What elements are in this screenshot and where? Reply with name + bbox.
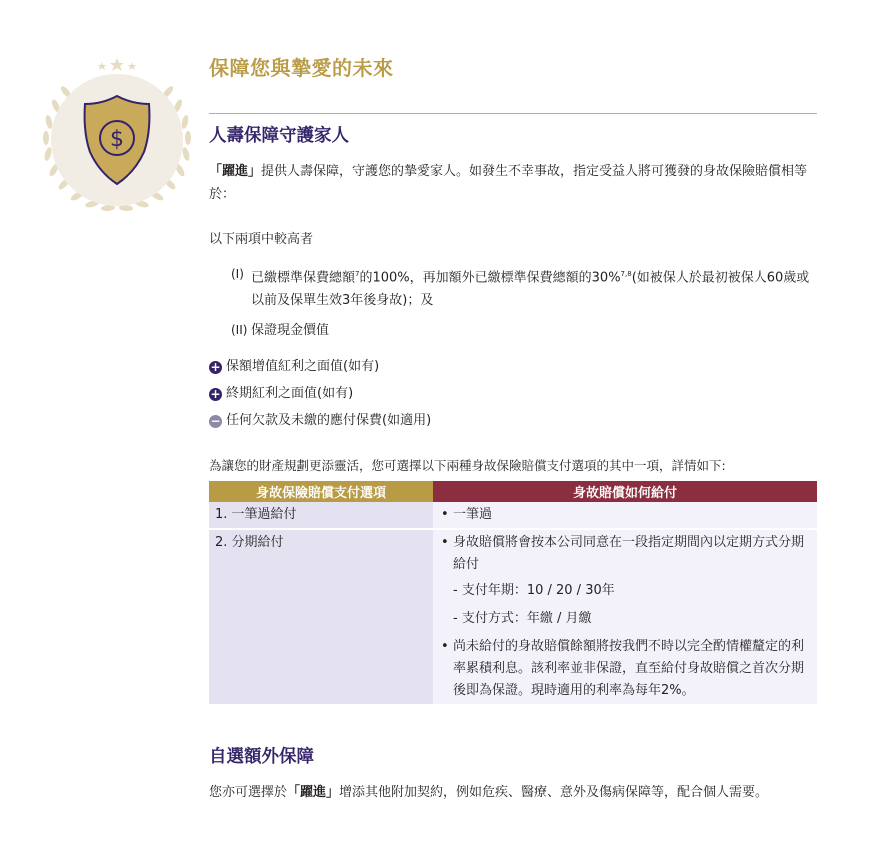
svg-text:$: $ [110, 127, 124, 152]
payment-options-table [209, 481, 817, 704]
options-intro: 為讓您的財產規劃更添靈活，您可選擇以下兩種身故保險賠償支付選項的其中一項，詳情如下: [209, 458, 726, 473]
minus-item [209, 412, 431, 430]
brand-name: 「躍進」 [209, 164, 262, 179]
bullet-item: • 一筆過 [441, 504, 811, 526]
table-cell: 2. 分期給付 [209, 529, 433, 704]
shield-dollar-icon [36, 54, 198, 220]
table-cell [433, 529, 817, 704]
table-header-row [209, 481, 817, 502]
life-protection-heading: 人壽保障守護家人 [209, 126, 349, 146]
table-cell: 1. 一筆過給付 [209, 502, 433, 529]
extra-protection-heading: 自選額外保障 [209, 747, 314, 767]
life-intro-text: 提供人壽保障，守護您的摯愛家人。如發生不幸事故，指定受益人將可獲發的身故保險賠償相等於： [209, 164, 808, 202]
life-intro [209, 160, 817, 206]
table-cell [433, 502, 817, 529]
plus-circle-icon: + [210, 386, 221, 401]
footnote-ref: 7,8 [620, 270, 632, 278]
table-row [209, 529, 817, 704]
item-i-text-b: 的100%，再加額外已繳標準保費總額的30% [359, 270, 621, 286]
plus-item-text: 終期紅利之面值(如有) [226, 386, 354, 401]
sub-item: - 支付年期：10 / 20 / 30年 [453, 583, 615, 598]
plus-item-text: 保額增值紅利之面值(如有) [226, 359, 380, 374]
item-i-text-c: (如被保人於最初被保人60歲或以前及保單生效3年後身故)；及 [251, 270, 810, 309]
item-number: (I) [231, 267, 244, 281]
item-i-text-a: 已繳標準保費總額 [251, 270, 356, 286]
table-header: 身故賠償如何給付 [433, 481, 817, 502]
page-title: 保障您與摯愛的未來 [209, 56, 394, 80]
bullet-item: • 身故賠償將會按本公司同意在一段指定期間內以定期方式分期給付 [441, 532, 811, 576]
minus-item-text: 任何欠款及未繳的應付保費(如適用) [226, 413, 432, 428]
plus-circle-icon: + [210, 359, 221, 374]
table-header: 身故保險賠償支付選項 [209, 481, 433, 502]
extra-text [209, 781, 817, 804]
footnote-ref: 7 [355, 270, 360, 278]
table-row [209, 502, 817, 529]
extra-text-a: 您亦可選擇於 [209, 785, 288, 800]
plus-item [209, 385, 353, 403]
higher-of-label: 以下兩項中較高者 [209, 232, 314, 247]
benefit-item-i [231, 263, 817, 312]
item-number: (II) [231, 323, 248, 337]
bullet-item: • 尚未給付的身故賠償餘額將按我們不時以完全酌情權釐定的利率累積利息。該利率並非保證，直至給付身故賠償之首次分期後即為保證。現時適用的利率為每年2%。 [441, 636, 811, 702]
brand-name: 「躍進」 [287, 785, 340, 800]
extra-text-b: 增添其他附加契約，例如危疾、醫療、意外及傷病保障等，配合個人需要。 [339, 785, 769, 800]
plus-item [209, 358, 379, 376]
benefit-item-ii [231, 319, 817, 342]
section-divider [209, 113, 817, 114]
item-ii-text: 保證現金價值 [251, 323, 330, 338]
minus-circle-icon: − [210, 413, 221, 428]
sub-item: - 支付方式：年繳 / 月繳 [453, 611, 592, 626]
